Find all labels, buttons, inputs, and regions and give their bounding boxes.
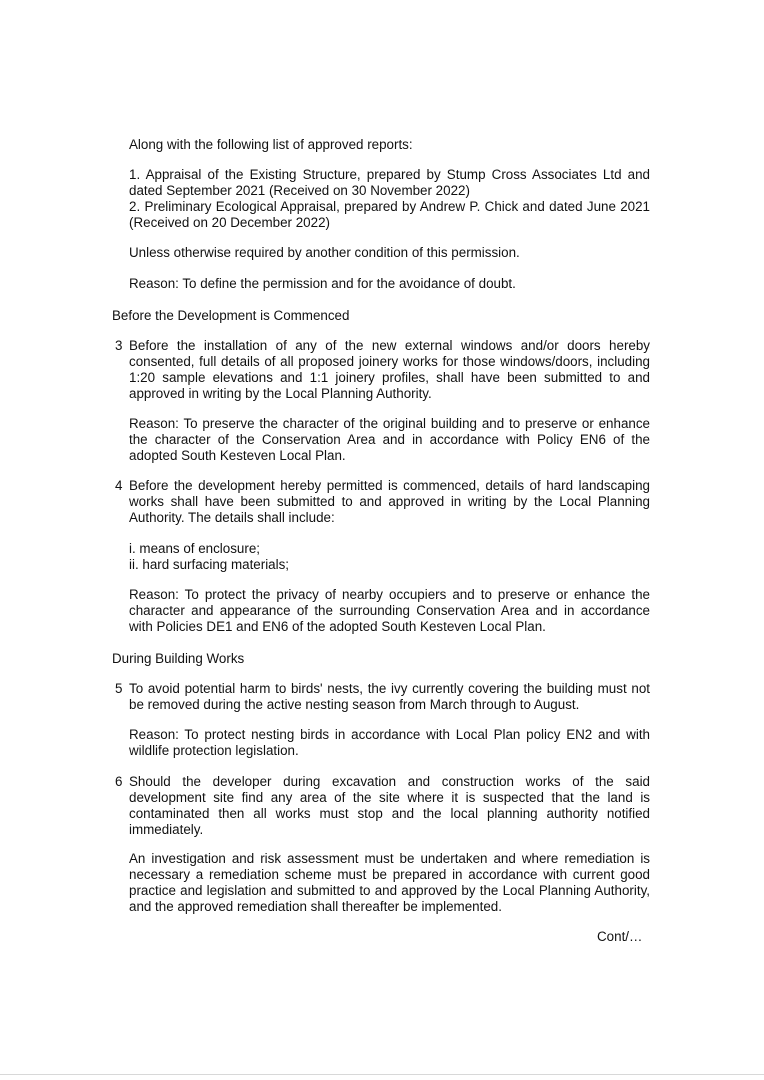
- heading-before-development: Before the Development is Commenced: [112, 308, 350, 323]
- condition-3-text: Before the installation of any of the new external windows and/or doors hereby consented, full details of all proposed joinery works for those windows/doors, including 1:20 sample elevations and 1:1 joinery profiles, shall have been submitted to and approved in writing by the Local Planning Authority.: [129, 338, 650, 401]
- condition-6-number: 6: [115, 774, 123, 789]
- condition-5-text: To avoid potential harm to birds' nests, the ivy currently covering the building must not be removed during the active nesting season from March through to August.: [129, 681, 650, 712]
- condition-3-reason: Reason: To preserve the character of the original building and to preserve or enhance the character of the Conservation Area and in accordance with Policy EN6 of the adopted South Kesteven Local Plan.: [129, 416, 650, 463]
- condition-4-item-2: ii. hard surfacing materials;: [129, 557, 290, 572]
- reason-condition-2: Reason: To define the permission and for the avoidance of doubt.: [129, 276, 516, 291]
- report-item-1: 1. Appraisal of the Existing Structure, prepared by Stump Cross Associates Ltd and dated September 2021 (Received on 30 November 2022): [129, 167, 650, 198]
- condition-4-text: Before the development hereby permitted is commenced, details of hard landscaping works shall have been submitted to and approved in writing by the Local Planning Authority. The details shall include:: [129, 478, 650, 525]
- condition-5-number: 5: [115, 681, 123, 696]
- intro-text: Along with the following list of approved reports:: [129, 137, 413, 152]
- report-item-2: 2. Preliminary Ecological Appraisal, prepared by Andrew P. Chick and dated June 2021 (Received on 20 December 2022): [129, 199, 650, 230]
- continued-marker: Cont/…: [597, 929, 643, 944]
- condition-5-reason: Reason: To protect nesting birds in accordance with Local Plan policy EN2 and with wildlife protection legislation.: [129, 727, 650, 758]
- condition-4-reason: Reason: To protect the privacy of nearby occupiers and to preserve or enhance the character and appearance of the surrounding Conservation Area and in accordance with Policies DE1 and EN6 of the adopted South Kesteven Local Plan.: [129, 587, 650, 634]
- condition-6-text: Should the developer during excavation and construction works of the said development site find any area of the site where it is suspected that the land is contaminated then all works must stop and the local planning authority notified immediately.: [129, 774, 650, 837]
- condition-4-item-1: i. means of enclosure;: [129, 541, 260, 556]
- unless-text: Unless otherwise required by another condition of this permission.: [129, 245, 520, 260]
- heading-during-building: During Building Works: [112, 651, 245, 666]
- condition-3-number: 3: [115, 338, 123, 353]
- condition-4-number: 4: [115, 478, 123, 493]
- condition-6-text-2: An investigation and risk assessment must be undertaken and where remediation is necessary a remediation scheme must be prepared in accordance with current good practice and legislation and submitted to and approved by the Local Planning Authority, and the approved remediation shall thereafter be implemented.: [129, 851, 650, 914]
- page-edge-divider: [0, 1074, 764, 1075]
